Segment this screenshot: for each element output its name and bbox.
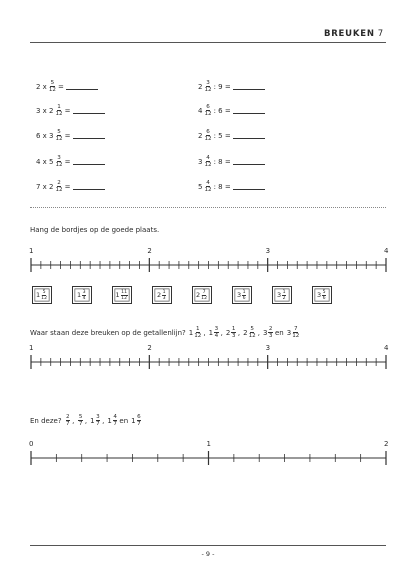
operator: : 5 =	[213, 131, 231, 140]
numerator: 5	[42, 289, 46, 295]
whole-number: 2	[225, 328, 231, 337]
separator: ,	[220, 328, 223, 337]
fraction	[322, 290, 326, 301]
tick-label: 3	[265, 247, 271, 255]
denominator: 3	[268, 333, 273, 339]
exercise-row	[36, 129, 105, 142]
operand: 4 x 5	[36, 157, 54, 166]
numerator: 1	[196, 326, 200, 332]
fraction-card	[152, 286, 172, 304]
answer-blank	[233, 132, 265, 139]
fraction	[214, 326, 219, 339]
footer-rule	[30, 545, 386, 546]
card-whole: 1	[76, 291, 82, 299]
numerator: 4	[206, 155, 210, 161]
fraction	[82, 290, 86, 301]
denominator: 7	[137, 421, 141, 427]
exercise-row	[36, 155, 105, 168]
numerator: 3	[57, 155, 61, 161]
fraction	[204, 129, 211, 142]
fraction	[204, 155, 211, 168]
fraction	[66, 414, 71, 427]
exercise-row	[198, 80, 265, 93]
page-title	[324, 29, 384, 39]
operator: =	[64, 106, 71, 115]
header-rule	[30, 42, 386, 43]
exercise-row	[198, 180, 265, 193]
exercise-row	[198, 155, 265, 168]
answer-blank	[233, 183, 265, 190]
numerator: 5	[50, 80, 55, 86]
number-line-svg	[0, 251, 416, 291]
separator: en	[274, 328, 284, 337]
numerator: 3	[214, 326, 219, 332]
operand: 2 x	[36, 82, 47, 91]
fraction	[56, 129, 63, 142]
numerator: 5	[78, 414, 83, 420]
question-text-4	[30, 414, 143, 427]
tick-label: 4	[384, 247, 389, 255]
operator: : 6 =	[213, 106, 231, 115]
tick-label: 4	[384, 344, 389, 352]
denominator: 12	[41, 295, 47, 301]
whole-number: 3	[262, 328, 268, 337]
fraction	[242, 290, 246, 301]
card-whole: 1	[36, 291, 41, 299]
denominator: 12	[55, 162, 63, 168]
operator: : 9 =	[213, 82, 231, 91]
numerator: 2	[57, 180, 61, 186]
answer-blank	[73, 183, 105, 190]
fraction	[49, 80, 56, 93]
operand: 4	[198, 106, 203, 115]
fraction-card	[232, 286, 252, 304]
tick-label: 0	[29, 440, 34, 448]
numerator: 5	[322, 289, 326, 295]
card-whole: 3	[276, 291, 282, 299]
numerator: 5	[57, 129, 61, 135]
whole-number: 3	[286, 328, 292, 337]
operator: : 8 =	[213, 157, 231, 166]
operand: 2	[198, 82, 203, 91]
fraction-card	[72, 286, 92, 304]
tick-label: 2	[147, 344, 152, 352]
numerator: 4	[206, 180, 210, 186]
whole-number: 1	[107, 416, 112, 425]
numerator: 5	[250, 326, 254, 332]
fraction	[162, 290, 166, 301]
answer-blank	[233, 158, 265, 165]
whole-number: 1	[188, 328, 194, 337]
fraction	[204, 104, 211, 117]
numerator: 1	[57, 104, 61, 110]
answer-blank	[233, 83, 265, 90]
numerator: 1	[242, 289, 246, 295]
answer-blank	[66, 83, 98, 90]
exercise-row	[198, 129, 265, 142]
denominator: 12	[204, 187, 212, 193]
whole-number: 1	[90, 416, 95, 425]
denominator: 12	[55, 111, 63, 117]
fraction-card	[192, 286, 212, 304]
fraction	[282, 290, 286, 301]
numerator: 6	[206, 129, 210, 135]
numerator: 1	[282, 289, 286, 295]
denominator: 12	[121, 295, 127, 301]
denominator: 4	[214, 333, 219, 339]
exercise-row	[36, 104, 105, 117]
card-whole: 2	[196, 291, 201, 299]
numerator: 3	[206, 80, 210, 86]
answer-blank	[73, 132, 105, 139]
separator: ,	[84, 416, 88, 425]
card-whole: 2	[156, 291, 162, 299]
denominator: 7	[66, 421, 70, 427]
fraction	[231, 326, 236, 339]
denominator: 6	[242, 295, 246, 301]
card-whole: 3	[236, 291, 242, 299]
separator: ,	[257, 328, 260, 337]
chapter-number: 7	[377, 29, 384, 39]
instruction-text: Hang de bordjes op de goede plaats.	[30, 226, 160, 234]
operand: 5	[198, 182, 203, 191]
fraction	[194, 326, 201, 339]
title-text: BREUKEN	[323, 29, 375, 39]
denominator: 3	[231, 333, 236, 339]
fraction	[56, 104, 63, 117]
tick-label: 2	[147, 247, 152, 255]
fraction	[292, 326, 299, 339]
tick-label: 1	[206, 440, 211, 448]
whole-number: 1	[208, 328, 214, 337]
number-line-svg	[0, 444, 416, 484]
fraction-card	[312, 286, 332, 304]
card-whole: 3	[316, 291, 322, 299]
denominator: 12	[204, 136, 212, 142]
fraction-card	[272, 286, 292, 304]
denominator: 7	[113, 421, 117, 427]
fraction	[249, 326, 256, 339]
numerator: 7	[202, 289, 206, 295]
exercise-row	[36, 80, 98, 93]
separator: ,	[72, 416, 75, 425]
numerator: 7	[293, 326, 298, 332]
tick-label: 1	[29, 344, 34, 352]
operand: 2	[198, 131, 203, 140]
separator: en	[119, 416, 129, 425]
denominator: 12	[55, 187, 63, 193]
numerator: 6	[206, 104, 210, 110]
question-label: En deze?	[30, 416, 62, 425]
number-line-svg	[0, 348, 416, 388]
answer-blank	[233, 107, 265, 114]
question-label: Waar staan deze breuken op de getallenlijn?	[30, 328, 186, 337]
denominator: 12	[48, 87, 56, 93]
numerator: 1	[162, 289, 166, 295]
operator: =	[64, 157, 71, 166]
operand: 7 x 2	[36, 182, 54, 191]
tick-label: 1	[29, 247, 34, 255]
denominator: 12	[248, 333, 256, 339]
denominator: 12	[204, 111, 212, 117]
operator: =	[64, 182, 71, 191]
tick-label: 2	[384, 440, 389, 448]
question-text-3	[30, 326, 301, 339]
numerator: 3	[82, 289, 86, 295]
fraction	[137, 414, 142, 427]
separator: ,	[102, 416, 105, 425]
denominator: 2	[282, 295, 286, 301]
fraction	[204, 80, 211, 93]
answer-blank	[73, 107, 105, 114]
denominator: 7	[96, 421, 100, 427]
denominator: 4	[82, 295, 86, 301]
numerator: 4	[113, 414, 117, 420]
dotted-separator	[30, 207, 386, 208]
denominator: 12	[204, 162, 212, 168]
fraction	[121, 290, 128, 301]
fraction	[96, 414, 101, 427]
fraction	[56, 180, 63, 193]
numerator: 3	[96, 414, 100, 420]
fraction	[201, 290, 207, 301]
operand: 6 x 3	[36, 131, 54, 140]
numerator: 11	[121, 289, 127, 295]
whole-number: 1	[131, 416, 136, 425]
fraction-card	[112, 286, 132, 304]
fraction	[204, 180, 211, 193]
denominator: 7	[78, 421, 83, 427]
exercise-row	[36, 180, 105, 193]
fraction-card	[32, 286, 52, 304]
page-number: - 9 -	[201, 550, 215, 558]
numerator: 2	[66, 414, 70, 420]
operand: 3	[198, 157, 203, 166]
numerator: 6	[137, 414, 141, 420]
whole-number: 2	[243, 328, 248, 337]
denominator: 12	[201, 295, 207, 301]
denominator: 12	[55, 136, 63, 142]
denominator: 12	[194, 333, 202, 339]
denominator: 3	[162, 295, 166, 301]
denominator: 12	[292, 333, 300, 339]
denominator: 12	[204, 87, 212, 93]
operand: 3 x 2	[36, 106, 54, 115]
denominator: 6	[322, 295, 326, 301]
fraction	[268, 326, 273, 339]
fraction	[78, 414, 83, 427]
separator: ,	[203, 328, 206, 337]
numerator: 1	[231, 326, 236, 332]
card-whole: 1	[115, 291, 120, 299]
fraction	[56, 155, 63, 168]
fraction	[113, 414, 118, 427]
separator: ,	[237, 328, 241, 337]
answer-blank	[73, 158, 105, 165]
tick-label: 3	[265, 344, 271, 352]
operator: =	[64, 131, 71, 140]
fraction	[41, 290, 47, 301]
operator: =	[57, 82, 64, 91]
numerator: 2	[268, 326, 273, 332]
operator: : 8 =	[213, 182, 231, 191]
exercise-row	[198, 104, 265, 117]
